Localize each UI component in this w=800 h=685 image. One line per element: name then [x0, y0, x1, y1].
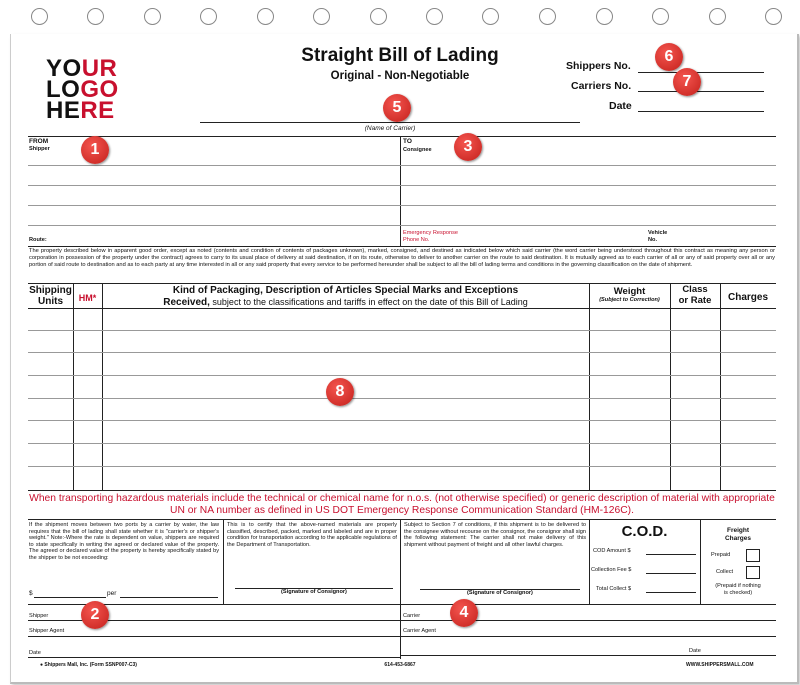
- col-header-charges: Charges: [727, 292, 768, 303]
- col-divider: [73, 283, 74, 490]
- collection-fee-field[interactable]: [646, 573, 696, 574]
- carriers-no-label: Carriers No.: [571, 80, 632, 92]
- section-divider: [28, 136, 776, 137]
- value-per-field[interactable]: [120, 597, 218, 598]
- consignee-line-2[interactable]: [400, 185, 776, 186]
- consignor-signature-label-1: (Signature of Consignor): [281, 589, 347, 595]
- shipper-agent-field[interactable]: [28, 636, 400, 637]
- cod-amount-field[interactable]: [646, 554, 696, 555]
- terms-text: The property described below in apparent good order, except as noted (contents and condition of contents of packages unknown), marked, consigned, and destined as indicated below which said carrier (the word carrier being understood throughout this contract as meaning any person or corporation in possession of the property under the contract) agrees to carry to its usual place of delivery at said destination, if on its route, otherwise to deliver to another carrier on the route to said destination. It is mutually agreed as to each carrier of all or any of said property over all or any portion of said route to destination and as to each party at any time interested in all or any said property that every service to be performed hereunder shall be subject to all the bill of lading terms and conditions in the governing classification on the date of shipment.: [29, 248, 775, 269]
- carrier-name-line[interactable]: [200, 122, 580, 123]
- hole: [652, 8, 669, 25]
- footer-phone: 614-453-6867: [384, 662, 416, 668]
- bullet-icon: ●: [40, 662, 45, 668]
- value-amount-field[interactable]: [34, 597, 106, 598]
- collect-label: Collect: [716, 569, 734, 575]
- col-divider: [720, 283, 721, 490]
- callout-badge-1: 1: [81, 136, 109, 164]
- callout-badge-4: 4: [450, 599, 478, 627]
- hole: [144, 8, 161, 25]
- value-per: per: [107, 590, 117, 597]
- value-dollar: $: [29, 590, 33, 597]
- total-collect-label: Total Collect $: [596, 586, 632, 592]
- hazmat-notice: When transporting hazardous materials include the technical or chemical name for n.o.s. (not otherwise specified) or generic description of material with appropriate UN or NA number as defined in US DOT Emergency Response Communication Standard (HM-126C).: [29, 493, 775, 516]
- date-field[interactable]: [638, 111, 764, 112]
- carrier-agent-field[interactable]: [400, 636, 776, 637]
- company-logo: YOUR LOGO HERE: [46, 55, 119, 124]
- hole: [313, 8, 330, 25]
- collect-checkbox[interactable]: [746, 566, 760, 579]
- shippers-no-label: Shippers No.: [566, 60, 631, 72]
- carrier-agent-label: Carrier Agent: [403, 628, 436, 634]
- hole: [370, 8, 387, 25]
- cod-title: C.O.D.: [621, 523, 668, 540]
- carrier-date-field[interactable]: [400, 655, 776, 656]
- col-divider: [223, 519, 224, 604]
- col-header-class-rate: Class or Rate: [678, 284, 712, 306]
- footer-website: WWW.SHIPPERSMALL.COM: [686, 662, 754, 668]
- declared-value-text: If the shipment moves between two ports by a carrier by water, the law requires that the bill of lading shall state whether it is "carrier's or shipper's weight." Note:-Where the rate is dependent on value, shippers are required to state specifically in writing the agreed or declared value of the property. The agreed or declared value of the property is hereby specifically stated by the shipper to be not exceeding:: [29, 522, 219, 561]
- section-divider: [28, 246, 776, 247]
- table-row[interactable]: [28, 443, 776, 444]
- page-title: Straight Bill of Lading: [301, 45, 499, 66]
- shipper-agent-label: Shipper Agent: [29, 628, 65, 634]
- shipper-date-label: Date: [29, 650, 41, 656]
- table-header-bottom: [28, 308, 776, 309]
- freight-charges-title: Freight Charges: [724, 527, 751, 542]
- section7-text: Subject to Section 7 of conditions, if this shipment is to be delivered to the consignee without recourse on the consignor, the consignor shall sign the following statement: The carrier shall not make delivery of this shipment without payment of freight and all other lawful charges.: [404, 522, 586, 548]
- footer-form-id: ● Shippers Mall, Inc. (Form SSNP007-C3): [40, 662, 137, 668]
- consignee-line-3[interactable]: [400, 205, 776, 206]
- col-divider: [589, 283, 590, 490]
- col-divider: [670, 283, 671, 490]
- section-divider: [28, 519, 776, 520]
- table-row[interactable]: [28, 398, 776, 399]
- certify-text: This is to certify that the above-named materials are properly classified, described, packed, marked and labeled and are in proper condition for transportation according to the applicable regulations of the Department of Transportation.: [227, 522, 397, 548]
- shipper-line-1[interactable]: [28, 165, 400, 166]
- from-to-divider: [400, 136, 401, 246]
- table-row[interactable]: [28, 352, 776, 353]
- prepaid-checkbox[interactable]: [746, 549, 760, 562]
- hole: [257, 8, 274, 25]
- freight-note: (Prepaid if nothing is checked): [715, 583, 761, 596]
- callout-badge-2: 2: [81, 601, 109, 629]
- callout-badge-3: 3: [454, 133, 482, 161]
- hole: [596, 8, 613, 25]
- shipper-line-3[interactable]: [28, 205, 400, 206]
- col-header-hm: HM*: [78, 293, 97, 303]
- page-subtitle: Original - Non-Negotiable: [330, 70, 470, 82]
- table-row[interactable]: [28, 375, 776, 376]
- to-label: TO: [403, 138, 412, 145]
- hole: [482, 8, 499, 25]
- table-top: [28, 283, 776, 284]
- shipper-date-field[interactable]: [28, 657, 400, 658]
- from-label: FROM: [29, 138, 49, 145]
- total-collect-field[interactable]: [646, 592, 696, 593]
- consignee-line-1[interactable]: [400, 165, 776, 166]
- shipper-label: Shipper: [29, 146, 50, 152]
- callout-badge-5: 5: [383, 94, 411, 122]
- cod-amount-label: COD Amount $: [593, 548, 631, 554]
- table-bottom: [28, 490, 776, 491]
- col-header-received: Received, subject to the classifications and tariffs in effect on the date of this Bill of Lading: [163, 297, 528, 308]
- emergency-phone-label: Emergency Response Phone No.: [403, 230, 459, 243]
- shipper-sign-label: Shipper: [29, 613, 49, 619]
- col-divider: [102, 283, 103, 490]
- col-divider: [400, 519, 401, 659]
- route-label: Route:: [29, 237, 47, 243]
- hole: [709, 8, 726, 25]
- hole: [200, 8, 217, 25]
- callout-badge-7: 7: [673, 68, 701, 96]
- carrier-date-label: Date: [689, 648, 701, 654]
- table-row[interactable]: [28, 466, 776, 467]
- col-header-weight: Weight: [613, 286, 646, 297]
- callout-badge-8: 8: [326, 378, 354, 406]
- section-divider: [28, 604, 776, 605]
- date-label: Date: [609, 100, 632, 112]
- carrier-name-label: (Name of Carrier): [364, 125, 416, 132]
- hole: [31, 8, 48, 25]
- consignee-line-4[interactable]: [400, 225, 776, 226]
- shippers-no-field[interactable]: [638, 72, 764, 73]
- shipper-line-4[interactable]: [28, 225, 400, 226]
- shipper-line-2[interactable]: [28, 185, 400, 186]
- carriers-no-field[interactable]: [638, 91, 764, 92]
- table-row[interactable]: [28, 420, 776, 421]
- col-header-weight-sub: (Subject to Correction): [599, 297, 660, 303]
- consignee-label: Consignee: [403, 147, 432, 153]
- consignor-signature-label-2: (Signature of Consignor): [467, 590, 533, 596]
- carrier-sign-label: Carrier: [403, 613, 421, 619]
- collection-fee-label: Collection Fee $: [591, 567, 632, 573]
- col-header-description: Kind of Packaging, Description of Articles Special Marks and Exceptions: [172, 285, 519, 296]
- callout-badge-6: 6: [655, 43, 683, 71]
- col-header-shipping-units: Shipping Units: [29, 285, 72, 307]
- hole: [765, 8, 782, 25]
- hole: [539, 8, 556, 25]
- hole: [426, 8, 443, 25]
- hole: [87, 8, 104, 25]
- prepaid-label: Prepaid: [711, 552, 731, 558]
- vehicle-no-label: Vehicle No.: [648, 230, 668, 243]
- table-row[interactable]: [28, 330, 776, 331]
